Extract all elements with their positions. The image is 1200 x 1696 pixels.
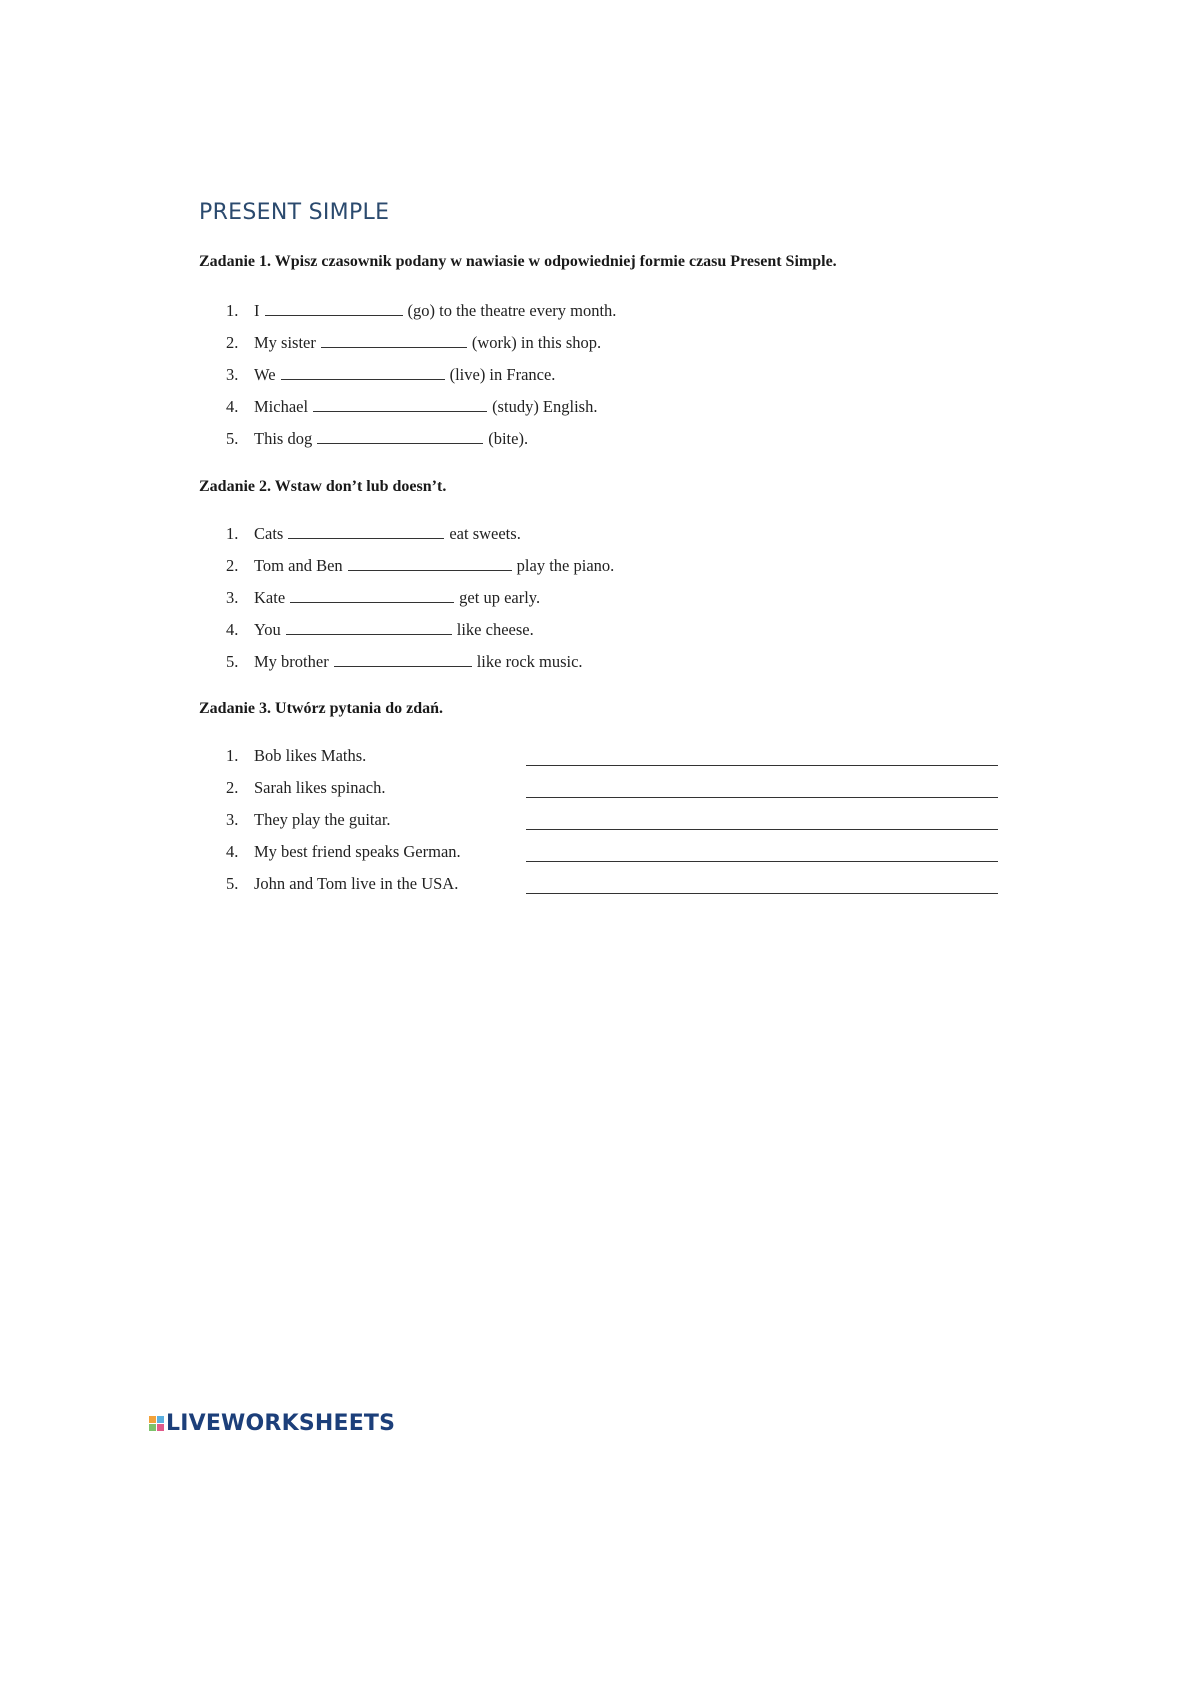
item-text-after: get up early. (459, 588, 541, 607)
item-number: 4. (226, 397, 239, 416)
logo-text: LIVEWORKSHEETS (166, 1410, 396, 1436)
logo-square (157, 1416, 164, 1423)
task3-item-5 (226, 874, 458, 898)
answer-line[interactable] (526, 829, 998, 830)
logo-square (149, 1416, 156, 1423)
task2-item-4 (226, 620, 534, 644)
logo-square (157, 1424, 164, 1431)
answer-blank[interactable] (317, 430, 483, 444)
answer-line[interactable] (526, 797, 998, 798)
answer-blank[interactable] (348, 557, 512, 571)
liveworksheets-logo (149, 1410, 395, 1436)
task3-item-1 (226, 746, 366, 770)
task1-heading: Zadanie 1. Wpisz czasownik podany w nawiasie w odpowiedniej formie czasu Present Simple. (199, 253, 837, 270)
answer-blank[interactable] (265, 302, 403, 316)
page-title: PRESENT SIMPLE (199, 200, 390, 225)
item-text-before: My sister (254, 333, 316, 352)
item-text-before: Cats (254, 524, 284, 543)
item-text-after: play the piano. (516, 556, 615, 575)
answer-blank[interactable] (286, 621, 452, 635)
task1-item-1 (226, 301, 616, 325)
item-number: 1. (226, 746, 239, 765)
item-text-before: Tom and Ben (254, 556, 343, 575)
item-sentence: Sarah likes spinach. (254, 778, 386, 797)
item-text-before: We (254, 365, 276, 384)
item-number: 2. (226, 556, 239, 575)
task3-heading: Zadanie 3. Utwórz pytania do zdań. (199, 700, 444, 717)
logo-square (149, 1424, 156, 1431)
item-number: 3. (226, 365, 239, 384)
item-number: 3. (226, 588, 239, 607)
item-number: 1. (226, 301, 239, 320)
item-text-after: eat sweets. (449, 524, 521, 543)
item-sentence: John and Tom live in the USA. (254, 874, 459, 893)
item-number: 1. (226, 524, 239, 543)
item-text-after: (work) in this shop. (471, 333, 602, 352)
task2-item-1 (226, 524, 521, 548)
item-number: 3. (226, 810, 239, 829)
task2-item-5 (226, 652, 583, 676)
answer-line[interactable] (526, 765, 998, 766)
answer-blank[interactable] (288, 525, 444, 539)
answer-line[interactable] (526, 893, 998, 894)
item-sentence: They play the guitar. (254, 810, 391, 829)
task1-item-4 (226, 397, 597, 421)
task1-item-5 (226, 429, 528, 453)
item-text-before: I (254, 301, 260, 320)
item-number: 5. (226, 429, 239, 448)
item-number: 4. (226, 842, 239, 861)
item-text-after: (live) in France. (449, 365, 556, 384)
item-number: 2. (226, 778, 239, 797)
item-text-before: Michael (254, 397, 309, 416)
task2-heading: Zadanie 2. Wstaw don’t lub doesn’t. (199, 478, 447, 495)
item-text-after: like cheese. (456, 620, 534, 639)
item-text-after: like rock music. (476, 652, 583, 671)
item-number: 2. (226, 333, 239, 352)
answer-blank[interactable] (290, 589, 454, 603)
item-text-after: (bite). (488, 429, 529, 448)
task3-item-4 (226, 842, 461, 866)
item-text-after: (go) to the theatre every month. (407, 301, 617, 320)
item-text-before: Kate (254, 588, 286, 607)
item-text-before: You (254, 620, 281, 639)
answer-line[interactable] (526, 861, 998, 862)
logo-grid-icon (149, 1416, 164, 1431)
task1-item-2 (226, 333, 601, 357)
task3-item-2 (226, 778, 386, 802)
task1-item-3 (226, 365, 555, 389)
item-sentence: Bob likes Maths. (254, 746, 367, 765)
item-text-before: My brother (254, 652, 329, 671)
answer-blank[interactable] (313, 398, 487, 412)
item-text-after: (study) English. (492, 397, 598, 416)
answer-blank[interactable] (321, 334, 467, 348)
answer-blank[interactable] (334, 653, 472, 667)
answer-blank[interactable] (281, 366, 445, 380)
item-sentence: My best friend speaks German. (254, 842, 461, 861)
task2-item-3 (226, 588, 540, 612)
item-number: 4. (226, 620, 239, 639)
item-number: 5. (226, 874, 239, 893)
item-number: 5. (226, 652, 239, 671)
item-text-before: This dog (254, 429, 313, 448)
task3-item-3 (226, 810, 391, 834)
task2-item-2 (226, 556, 614, 580)
